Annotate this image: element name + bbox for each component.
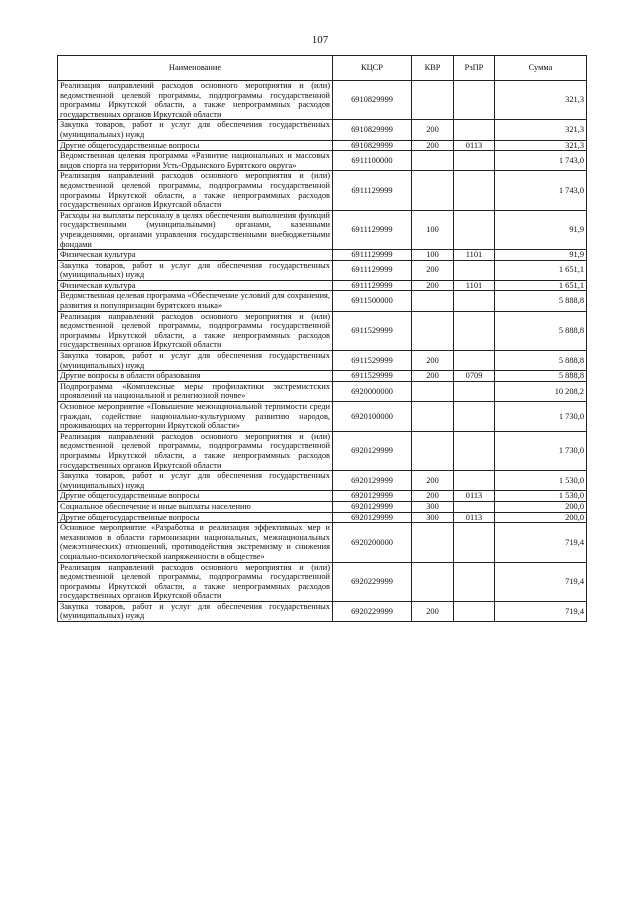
row-kcsr-cell: 6920100000 (333, 402, 412, 432)
row-sum-cell: 5 888,8 (495, 311, 587, 350)
row-kcsr-cell: 6920129999 (333, 471, 412, 491)
row-sum-cell: 91,9 (495, 250, 587, 261)
header-sum: Сумма (495, 56, 587, 81)
table-row (58, 523, 587, 562)
table-row (58, 402, 587, 432)
row-name-cell: Закупка товаров, работ и услуг для обеспечения государственных (муниципальных) нужд (58, 260, 333, 280)
row-sum-cell: 5 888,8 (495, 371, 587, 382)
row-sum-cell: 200,0 (495, 512, 587, 523)
row-kcsr-cell: 6911529999 (333, 351, 412, 371)
row-name-cell: Реализация направлений расходов основного мероприятия и (или) ведомственной целевой программы, подпрограммы государственной программы Иркутской области, а также непрограммных расходов государственных органов Иркутской области (58, 562, 333, 601)
row-kvr-cell: 200 (412, 120, 454, 140)
row-name-cell: Реализация направлений расходов основного мероприятия и (или) ведомственной целевой программы, подпрограммы государственной программы Иркутской области, а также непрограммных расходов государственных органов Иркутской области (58, 171, 333, 210)
row-sum-cell: 1 530,0 (495, 491, 587, 502)
row-kcsr-cell: 6911100000 (333, 151, 412, 171)
row-kcsr-cell: 6920200000 (333, 523, 412, 562)
row-rzpr-cell: 0113 (454, 491, 495, 502)
row-name-cell: Закупка товаров, работ и услуг для обеспечения государственных (муниципальных) нужд (58, 120, 333, 140)
row-kcsr-cell: 6910829999 (333, 140, 412, 151)
row-sum-cell: 91,9 (495, 210, 587, 249)
row-name-cell: Социальное обеспечение и иные выплаты населению (58, 501, 333, 512)
row-kcsr-cell: 6910829999 (333, 81, 412, 120)
row-rzpr-cell (454, 402, 495, 432)
row-rzpr-cell (454, 120, 495, 140)
row-rzpr-cell (454, 523, 495, 562)
row-sum-cell: 1 530,0 (495, 471, 587, 491)
table-row (58, 491, 587, 502)
row-sum-cell: 200,0 (495, 501, 587, 512)
row-kvr-cell: 200 (412, 371, 454, 382)
row-name-cell: Реализация направлений расходов основного мероприятия и (или) ведомственной целевой программы, подпрограммы государственной программы Иркутской области, а также непрограммных расходов государственных органов Иркутской области (58, 311, 333, 350)
row-sum-cell: 1 743,0 (495, 151, 587, 171)
row-kcsr-cell: 6911129999 (333, 250, 412, 261)
row-sum-cell: 321,3 (495, 81, 587, 120)
table-row (58, 280, 587, 291)
row-rzpr-cell: 1101 (454, 250, 495, 261)
row-name-cell: Основное мероприятие «Повышение межнациональной терпимости среди граждан, содействие национально-культурному развитию народов, проживающих на территории Иркутской области» (58, 402, 333, 432)
table-row (58, 501, 587, 512)
row-sum-cell: 1 651,1 (495, 280, 587, 291)
row-rzpr-cell: 0113 (454, 140, 495, 151)
row-kvr-cell: 300 (412, 512, 454, 523)
row-kvr-cell (412, 311, 454, 350)
row-name-cell: Расходы на выплаты персоналу в целях обеспечения выполнения функций государственными (муниципальными) органами, казенными учреждениями, органами управления государственными внебюджетными фондами (58, 210, 333, 249)
row-kcsr-cell: 6911529999 (333, 371, 412, 382)
row-kcsr-cell: 6911129999 (333, 171, 412, 210)
row-rzpr-cell (454, 171, 495, 210)
row-sum-cell: 1 730,0 (495, 431, 587, 470)
row-kvr-cell (412, 523, 454, 562)
row-name-cell: Другие общегосударственные вопросы (58, 512, 333, 523)
table-row (58, 140, 587, 151)
table-row (58, 171, 587, 210)
row-rzpr-cell (454, 260, 495, 280)
budget-table (57, 55, 587, 622)
table-row (58, 81, 587, 120)
row-sum-cell: 321,3 (495, 120, 587, 140)
row-kvr-cell: 200 (412, 601, 454, 621)
table-row (58, 471, 587, 491)
row-kcsr-cell: 6911129999 (333, 210, 412, 249)
row-kcsr-cell: 6911529999 (333, 311, 412, 350)
row-rzpr-cell (454, 501, 495, 512)
table-row (58, 151, 587, 171)
table-row (58, 120, 587, 140)
row-kvr-cell (412, 431, 454, 470)
row-rzpr-cell (454, 562, 495, 601)
row-sum-cell: 1 651,1 (495, 260, 587, 280)
row-name-cell: Физическая культура (58, 250, 333, 261)
row-kvr-cell: 200 (412, 491, 454, 502)
row-kcsr-cell: 6920129999 (333, 501, 412, 512)
row-kcsr-cell: 6910829999 (333, 120, 412, 140)
row-sum-cell: 719,4 (495, 562, 587, 601)
row-kcsr-cell: 6920229999 (333, 562, 412, 601)
row-kcsr-cell: 6920129999 (333, 431, 412, 470)
table-row (58, 431, 587, 470)
row-sum-cell: 1 743,0 (495, 171, 587, 210)
row-name-cell: Основное мероприятие «Разработка и реализация эффективных мер и механизмов в области гармонизации национальных, межнациональных (межэтнических) отношений, противодействия экстремизму и снижения социально-психологической напряженности в обществе» (58, 523, 333, 562)
row-kvr-cell (412, 81, 454, 120)
row-kvr-cell: 200 (412, 260, 454, 280)
row-kcsr-cell: 6911129999 (333, 280, 412, 291)
table-row (58, 351, 587, 371)
row-kcsr-cell: 6920229999 (333, 601, 412, 621)
row-sum-cell: 10 208,2 (495, 381, 587, 401)
row-name-cell: Другие вопросы в области образования (58, 371, 333, 382)
table-row (58, 562, 587, 601)
row-rzpr-cell (454, 471, 495, 491)
row-kcsr-cell: 6920129999 (333, 512, 412, 523)
row-kcsr-cell: 6911129999 (333, 260, 412, 280)
row-kvr-cell: 200 (412, 351, 454, 371)
row-rzpr-cell (454, 351, 495, 371)
table-row (58, 311, 587, 350)
row-kcsr-cell: 6920000000 (333, 381, 412, 401)
row-kvr-cell (412, 381, 454, 401)
row-name-cell: Физическая культура (58, 280, 333, 291)
row-sum-cell: 5 888,8 (495, 291, 587, 311)
row-name-cell: Другие общегосударственные вопросы (58, 140, 333, 151)
row-kvr-cell (412, 402, 454, 432)
row-kvr-cell (412, 562, 454, 601)
row-name-cell: Подпрограмма «Комплексные меры профилактики экстремистских проявлений на национальной и религиозной почве» (58, 381, 333, 401)
row-name-cell: Ведомственная целевая программа «Развитие национальных и массовых видов спорта на территории Усть-Ордынского Бурятского округа» (58, 151, 333, 171)
row-sum-cell: 719,4 (495, 601, 587, 621)
row-kcsr-cell: 6920129999 (333, 491, 412, 502)
table-row (58, 371, 587, 382)
row-kvr-cell: 100 (412, 250, 454, 261)
table-row (58, 260, 587, 280)
row-rzpr-cell (454, 291, 495, 311)
row-sum-cell: 719,4 (495, 523, 587, 562)
table-row (58, 512, 587, 523)
row-name-cell: Закупка товаров, работ и услуг для обеспечения государственных (муниципальных) нужд (58, 601, 333, 621)
row-name-cell: Ведомственная целевая программа «Обеспечение условий для сохранения, развития и популяризации бурятского языка» (58, 291, 333, 311)
row-rzpr-cell: 0709 (454, 371, 495, 382)
table-row (58, 601, 587, 621)
header-rzpr: РзПР (454, 56, 495, 81)
table-row (58, 291, 587, 311)
table-row (58, 210, 587, 249)
row-name-cell: Реализация направлений расходов основного мероприятия и (или) ведомственной целевой программы, подпрограммы государственной программы Иркутской области, а также непрограммных расходов государственных органов Иркутской области (58, 431, 333, 470)
row-sum-cell: 321,3 (495, 140, 587, 151)
row-rzpr-cell (454, 210, 495, 249)
row-kvr-cell (412, 291, 454, 311)
row-sum-cell: 5 888,8 (495, 351, 587, 371)
row-name-cell: Реализация направлений расходов основного мероприятия и (или) ведомственной целевой программы, подпрограммы государственной программы Иркутской области, а также непрограммных расходов государственных органов Иркутской области (58, 81, 333, 120)
row-name-cell: Другие общегосударственные вопросы (58, 491, 333, 502)
row-kvr-cell (412, 171, 454, 210)
row-kcsr-cell: 6911500000 (333, 291, 412, 311)
header-kcsr: КЦСР (333, 56, 412, 81)
row-rzpr-cell (454, 431, 495, 470)
row-rzpr-cell (454, 381, 495, 401)
row-kvr-cell: 200 (412, 140, 454, 151)
row-rzpr-cell: 0113 (454, 512, 495, 523)
row-kvr-cell: 300 (412, 501, 454, 512)
row-rzpr-cell (454, 601, 495, 621)
row-kvr-cell: 200 (412, 471, 454, 491)
table-header-row (58, 56, 587, 81)
row-sum-cell: 1 730,0 (495, 402, 587, 432)
row-rzpr-cell (454, 81, 495, 120)
header-name: Наименование (58, 56, 333, 81)
row-rzpr-cell (454, 151, 495, 171)
page-number: 107 (311, 34, 329, 46)
row-rzpr-cell (454, 311, 495, 350)
table-body (58, 81, 587, 622)
row-kvr-cell: 200 (412, 280, 454, 291)
table-row (58, 381, 587, 401)
table-row (58, 250, 587, 261)
row-kvr-cell: 100 (412, 210, 454, 249)
header-kvr: КВР (412, 56, 454, 81)
row-name-cell: Закупка товаров, работ и услуг для обеспечения государственных (муниципальных) нужд (58, 471, 333, 491)
row-kvr-cell (412, 151, 454, 171)
row-name-cell: Закупка товаров, работ и услуг для обеспечения государственных (муниципальных) нужд (58, 351, 333, 371)
row-rzpr-cell: 1101 (454, 280, 495, 291)
